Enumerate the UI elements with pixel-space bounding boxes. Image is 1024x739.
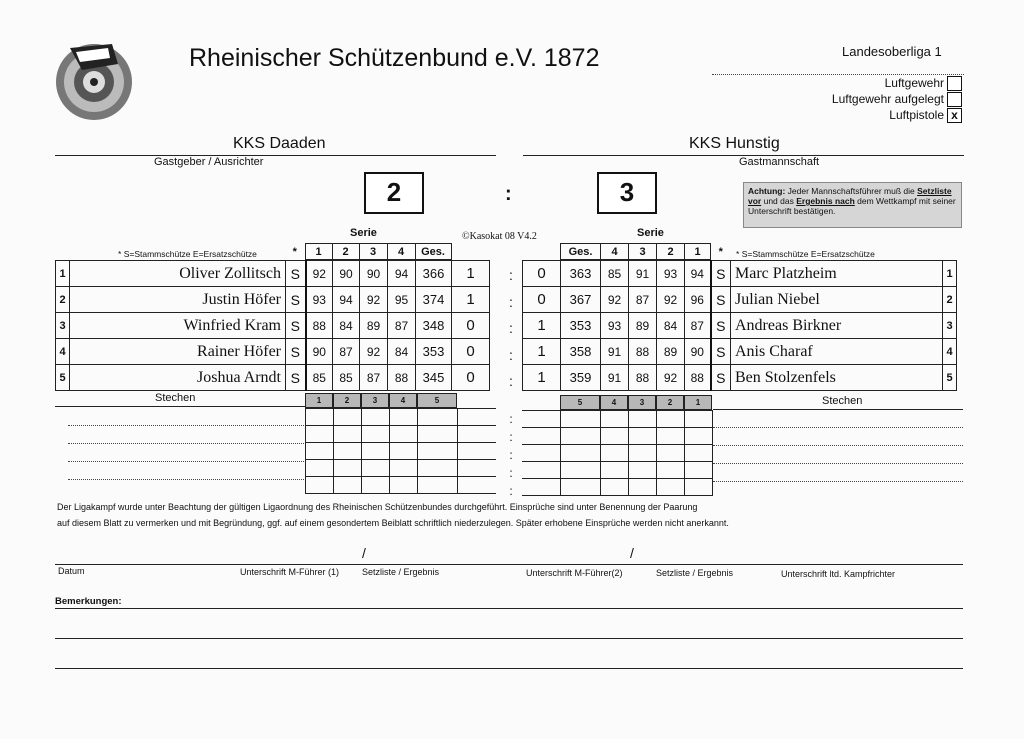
league-name: Landesoberliga 1: [842, 44, 942, 59]
home-legend-text: S=Stammschütze E=Ersatzschütze: [123, 249, 257, 259]
home-star-header: *: [292, 245, 297, 258]
home-shooter-name: Oliver Zollitsch: [70, 261, 286, 287]
guest-shooter-name: Ben Stolzenfels: [731, 365, 943, 391]
home-serie-3: 90: [360, 261, 388, 287]
home-pos: 1: [56, 261, 70, 287]
guest-stechen-dotline-4: [713, 481, 963, 482]
sig-mf2: Unterschrift M-Führer(2): [526, 568, 623, 578]
home-shooter-name: Joshua Arndt: [70, 365, 286, 391]
guest-stechen-grid: [522, 410, 713, 496]
rule-text-2: auf diesem Blatt zu vermerken und mit Begründung, ggf. auf einem gesondertem Beiblatt schriftlich niederzulegen. Später erhobene Einsprüche werden nicht anerkannt.: [57, 518, 729, 528]
remarks-line-2: [55, 638, 963, 639]
copyright: ©Kasokat 08 V4.2: [462, 231, 537, 242]
remarks-line-1: [55, 608, 963, 609]
guest-serie-1: 96: [685, 287, 711, 313]
home-stechen-col-3: 3: [361, 393, 389, 408]
guest-stechen-col-3: 3: [628, 395, 656, 410]
guest-serie-label: Serie: [637, 227, 664, 239]
table-row: [523, 261, 957, 287]
remarks-label: Bemerkungen:: [55, 596, 122, 607]
guest-pos: 3: [943, 313, 957, 339]
guest-stechen-label: Stechen: [822, 395, 863, 407]
discipline-aufgelegt-label: Luftgewehr aufgelegt: [831, 92, 944, 106]
home-shooters-table: [55, 260, 490, 391]
home-serie-4-header: 4: [387, 244, 415, 260]
guest-serie-4: 91: [601, 339, 629, 365]
guest-shooter-status: S: [711, 261, 731, 287]
league-underline: [712, 74, 964, 75]
guest-legend: [736, 249, 875, 259]
notice-prefix: Achtung:: [748, 186, 786, 196]
guest-ges-header: Ges.: [561, 244, 601, 260]
guest-points: 1: [523, 365, 561, 391]
guest-pos: 2: [943, 287, 957, 313]
signature-slash-2: /: [630, 545, 634, 561]
guest-shooter-name: Andreas Birkner: [731, 313, 943, 339]
guest-stechen-col-5: 5: [560, 395, 600, 410]
guest-serie-4: 85: [601, 261, 629, 287]
guest-shooter-status: S: [711, 339, 731, 365]
home-stechen-dotline-3: [68, 461, 304, 462]
home-serie-1: 90: [306, 339, 333, 365]
home-score-box: 2: [364, 172, 424, 214]
home-stechen-col-4: 4: [389, 393, 417, 408]
guest-legend-text: S=Stammschütze E=Ersatzschütze: [741, 249, 875, 259]
guest-pos: 4: [943, 339, 957, 365]
home-shooter-name: Winfried Kram: [70, 313, 286, 339]
home-role: Gastgeber / Ausrichter: [154, 156, 264, 168]
home-serie-1-header: 1: [305, 244, 332, 260]
guest-stechen-col-1: 1: [684, 395, 712, 410]
home-shooter-status: S: [286, 339, 306, 365]
home-points: 1: [452, 261, 490, 287]
notice-text-3: dem Wettkampf mit seiner Unterschrift bestätigen.: [748, 196, 956, 216]
notice-setzliste: Setzliste vor: [748, 186, 952, 206]
home-serie-label: Serie: [350, 227, 377, 239]
guest-star-header: *: [718, 245, 723, 258]
table-row: [56, 287, 490, 313]
guest-total: 358: [561, 339, 601, 365]
guest-header-row: [560, 243, 731, 260]
guest-legend-star: *: [736, 249, 740, 259]
guest-serie-1: 88: [685, 365, 711, 391]
guest-serie-2: 89: [657, 339, 685, 365]
guest-serie-1: 87: [685, 313, 711, 339]
home-club-line: [55, 155, 496, 156]
guest-points: 1: [523, 313, 561, 339]
home-total: 353: [416, 339, 452, 365]
home-serie-3: 87: [360, 365, 388, 391]
discipline-luftpistole-checkbox[interactable]: x: [947, 108, 962, 123]
home-serie-4: 94: [388, 261, 416, 287]
guest-shooters-table: [522, 260, 957, 391]
home-stechen-dotline-4: [68, 479, 304, 480]
guest-serie-1: 90: [685, 339, 711, 365]
home-total: 366: [416, 261, 452, 287]
home-shooter-status: S: [286, 365, 306, 391]
guest-stechen-col-2: 2: [656, 395, 684, 410]
home-total: 345: [416, 365, 452, 391]
home-legend-star: *: [118, 249, 122, 259]
home-serie-3: 89: [360, 313, 388, 339]
home-header-row: [285, 243, 452, 260]
discipline-luftpistole-label: Luftpistole: [889, 108, 944, 122]
guest-serie-2: 84: [657, 313, 685, 339]
guest-club-name: KKS Hunstig: [689, 135, 780, 152]
guest-points: 1: [523, 339, 561, 365]
home-serie-4: 84: [388, 339, 416, 365]
table-row: [56, 365, 490, 391]
table-row: [56, 313, 490, 339]
home-legend: [118, 249, 257, 259]
guest-serie-3: 89: [629, 313, 657, 339]
notice-box: [743, 182, 962, 228]
home-shooter-name: Justin Höfer: [70, 287, 286, 313]
home-shooter-status: S: [286, 261, 306, 287]
guest-shooter-status: S: [711, 287, 731, 313]
table-row: [523, 313, 957, 339]
remarks-line-3: [55, 668, 963, 669]
table-row: [56, 261, 490, 287]
guest-stechen-line: [713, 409, 963, 410]
guest-score-box: 3: [597, 172, 657, 214]
guest-total: 363: [561, 261, 601, 287]
row-separator: :: [509, 320, 513, 337]
row-separator: :: [509, 293, 513, 310]
home-total: 374: [416, 287, 452, 313]
guest-total: 353: [561, 313, 601, 339]
sig-datum: Datum: [58, 566, 85, 576]
guest-serie-3: 91: [629, 261, 657, 287]
guest-serie-1-header: 1: [685, 244, 711, 260]
guest-stechen-dotline-2: [713, 445, 963, 446]
guest-points: 0: [523, 287, 561, 313]
row-separator: :: [509, 346, 513, 363]
home-points: 0: [452, 313, 490, 339]
home-serie-2: 94: [333, 287, 360, 313]
guest-stechen-col-4: 4: [600, 395, 628, 410]
home-stechen-dotline-2: [68, 443, 304, 444]
guest-serie-2: 92: [657, 287, 685, 313]
home-shooter-status: S: [286, 313, 306, 339]
guest-shooter-status: S: [711, 365, 731, 391]
guest-serie-2: 92: [657, 365, 685, 391]
guest-total: 367: [561, 287, 601, 313]
home-serie-2: 85: [333, 365, 360, 391]
stechen-separator: :: [509, 412, 513, 426]
row-separator: :: [509, 267, 513, 283]
guest-serie-4-header: 4: [601, 244, 629, 260]
sig-setz2: Setzliste / Ergebnis: [656, 568, 734, 578]
table-row: [56, 339, 490, 365]
home-serie-1: 92: [306, 261, 333, 287]
signature-slash-1: /: [362, 545, 366, 561]
home-ges-header: Ges.: [415, 244, 451, 260]
home-points: 0: [452, 339, 490, 365]
table-row: [523, 287, 957, 313]
home-serie-2: 84: [333, 313, 360, 339]
stechen-separator: :: [509, 430, 513, 444]
notice-text-2: und das: [761, 196, 797, 206]
guest-serie-2-header: 2: [657, 244, 685, 260]
sig-setz1: Setzliste / Ergebnis: [362, 567, 440, 577]
sig-kampf: Unterschrift ltd. Kampfrichter: [781, 569, 896, 579]
home-stechen-col-1: 1: [305, 393, 333, 408]
home-serie-3-header: 3: [359, 244, 387, 260]
table-row: [523, 339, 957, 365]
home-serie-4: 95: [388, 287, 416, 313]
guest-serie-3-header: 3: [629, 244, 657, 260]
home-pos: 5: [56, 365, 70, 391]
guest-shooter-name: Julian Niebel: [731, 287, 943, 313]
guest-serie-3: 88: [629, 365, 657, 391]
guest-points: 0: [523, 261, 561, 287]
home-pos: 3: [56, 313, 70, 339]
home-stechen-col-5: 5: [417, 393, 457, 408]
table-row: [523, 365, 957, 391]
guest-serie-4: 91: [601, 365, 629, 391]
guest-serie-4: 92: [601, 287, 629, 313]
guest-serie-2: 93: [657, 261, 685, 287]
rsb-logo: [52, 38, 136, 122]
home-stechen-col-2: 2: [333, 393, 361, 408]
home-serie-3: 92: [360, 339, 388, 365]
guest-role: Gastmannschaft: [739, 156, 820, 168]
stechen-separator: :: [509, 484, 513, 498]
home-total: 348: [416, 313, 452, 339]
guest-shooter-name: Anis Charaf: [731, 339, 943, 365]
home-serie-1: 88: [306, 313, 333, 339]
home-shooter-status: S: [286, 287, 306, 313]
home-pos: 2: [56, 287, 70, 313]
guest-serie-4: 93: [601, 313, 629, 339]
row-separator: :: [509, 373, 513, 390]
home-serie-1: 93: [306, 287, 333, 313]
discipline-luftgewehr-label: Luftgewehr: [884, 76, 944, 90]
stechen-separator: :: [509, 448, 513, 462]
notice-text-1: Jeder Mannschaftsführer muß die: [785, 186, 918, 196]
home-serie-4: 88: [388, 365, 416, 391]
home-shooter-name: Rainer Höfer: [70, 339, 286, 365]
page-title: Rheinischer Schützenbund e.V. 1872: [189, 44, 600, 72]
guest-pos: 5: [943, 365, 957, 391]
guest-shooter-status: S: [711, 313, 731, 339]
home-serie-2: 90: [333, 261, 360, 287]
guest-total: 359: [561, 365, 601, 391]
home-stechen-dotline-1: [68, 425, 304, 426]
sig-mf1: Unterschrift M-Führer (1): [240, 567, 340, 577]
home-points: 0: [452, 365, 490, 391]
home-points: 1: [452, 287, 490, 313]
guest-serie-3: 87: [629, 287, 657, 313]
guest-serie-1: 94: [685, 261, 711, 287]
home-serie-2: 87: [333, 339, 360, 365]
guest-shooter-name: Marc Platzheim: [731, 261, 943, 287]
guest-stechen-dotline-1: [713, 427, 963, 428]
stechen-separators: [506, 410, 516, 500]
home-serie-3: 92: [360, 287, 388, 313]
home-serie-2-header: 2: [332, 244, 359, 260]
guest-stechen-dotline-3: [713, 463, 963, 464]
stechen-separator: :: [509, 466, 513, 480]
notice-ergebnis: Ergebnis nach: [796, 196, 855, 206]
home-stechen-line: [55, 406, 305, 407]
home-serie-1: 85: [306, 365, 333, 391]
row-separators: [506, 262, 516, 395]
rule-text-1: Der Ligakampf wurde unter Beachtung der gültigen Ligaordnung des Rheinischen Schützenbundes durchgeführt. Einsprüche sind unter Benennung der Paarung: [57, 502, 698, 512]
discipline-luftgewehr-checkbox[interactable]: [947, 76, 962, 91]
home-club-name: KKS Daaden: [233, 135, 326, 152]
home-pos: 4: [56, 339, 70, 365]
signature-line: [55, 564, 963, 565]
home-serie-4: 87: [388, 313, 416, 339]
home-stechen-grid: [305, 408, 496, 494]
guest-pos: 1: [943, 261, 957, 287]
discipline-aufgelegt-checkbox[interactable]: [947, 92, 962, 107]
score-separator: :: [505, 183, 512, 205]
home-stechen-label: Stechen: [155, 392, 196, 404]
guest-serie-3: 88: [629, 339, 657, 365]
